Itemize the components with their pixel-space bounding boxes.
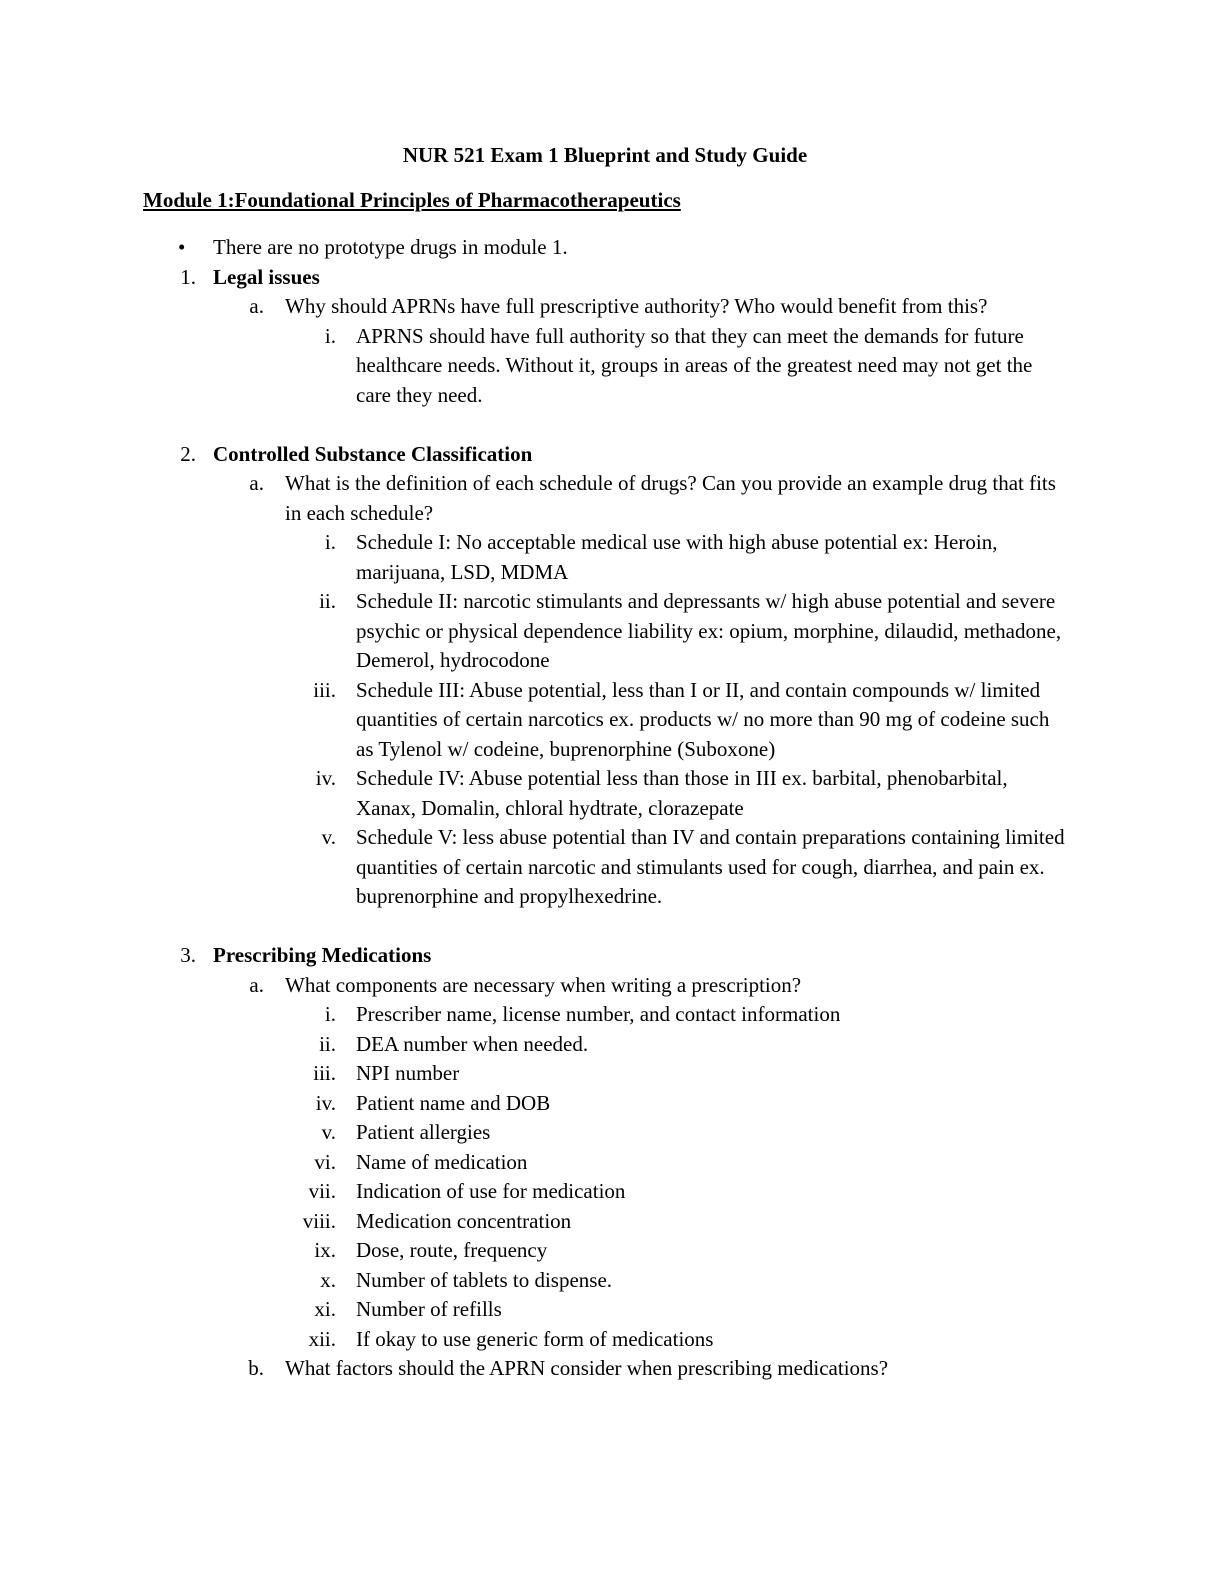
answer-item <box>321 1118 1066 1148</box>
list-marker: iii. <box>313 1061 336 1085</box>
answer-item-text: Schedule II: narcotic stimulants and depressants w/ high abuse potential and severe psychic or physical dependence liability ex: opium, morphine, dilaudid, methadone, Demerol, hydrocodone <box>356 589 1062 672</box>
answer-item <box>308 1325 1066 1355</box>
list-marker: iv. <box>315 766 336 790</box>
list-marker: 1. <box>180 264 196 289</box>
question-item-text: What components are necessary when writing a prescription? <box>285 972 802 997</box>
list-marker: 2. <box>180 441 196 466</box>
answer-item-text: Patient allergies <box>356 1120 491 1144</box>
answer-item <box>308 1177 1066 1207</box>
answer-item <box>314 1148 1066 1178</box>
document-title: NUR 521 Exam 1 Blueprint and Study Guide <box>402 143 808 167</box>
answer-item-text: Schedule III: Abuse potential, less than I or II, and contain compounds w/ limited quantities of certain narcotics ex. products w/ no more than 90 mg of codeine such as Tylenol w/ codeine, buprenorphine (Suboxone) <box>356 677 1050 761</box>
answer-item-text: Number of tablets to dispense. <box>356 1267 613 1292</box>
section-heading-text: Prescribing Medications <box>213 943 432 967</box>
answer-item-text: Prescriber name, license number, and contact information <box>356 1002 841 1026</box>
answer-item <box>313 676 1066 765</box>
list-marker: xii. <box>308 1326 336 1351</box>
answer-item-text: Medication concentration <box>356 1208 572 1233</box>
answer-item-text: Dose, route, frequency <box>356 1238 548 1262</box>
section-heading <box>180 941 1063 971</box>
list-marker: vi. <box>314 1149 336 1174</box>
bullet-text: There are no prototype drugs in module 1. <box>213 235 568 259</box>
bullet-marker: • <box>178 235 186 259</box>
list-marker: ii. <box>319 589 336 613</box>
answer-item-text: Name of medication <box>356 1149 528 1174</box>
question-item <box>249 971 1063 1001</box>
answer-item <box>313 1059 1066 1089</box>
section-heading <box>180 440 1063 470</box>
answer-item <box>324 322 1066 411</box>
list-marker: i. <box>324 323 336 348</box>
answer-item-text: Indication of use for medication <box>356 1179 626 1203</box>
module-heading: Module 1:Foundational Principles of Pharmacotherapeutics <box>143 188 681 212</box>
list-marker: b. <box>248 1356 264 1380</box>
section-heading-text: Controlled Substance Classification <box>213 441 533 466</box>
answer-item-text: Schedule IV: Abuse potential less than those in III ex. barbital, phenobarbital, Xanax, Domalin, chloral hydtrate, clorazepate <box>356 766 1008 820</box>
answer-item <box>319 587 1066 676</box>
answer-item-text: APRNS should have full authority so that they can meet the demands for future healthcare needs. Without it, groups in areas of the greatest need may not get the care they need. <box>356 323 1033 407</box>
answer-item-text: Patient name and DOB <box>356 1090 551 1115</box>
answer-item <box>320 1266 1066 1296</box>
answer-item <box>319 1030 1066 1060</box>
question-item <box>249 469 1063 528</box>
list-marker: vii. <box>308 1179 336 1203</box>
question-item <box>248 1354 1063 1384</box>
answer-item-text: Schedule I: No acceptable medical use with high abuse potential ex: Heroin, marijuana, LSD, MDMA <box>356 530 998 584</box>
answer-item <box>314 1236 1066 1266</box>
answer-item-text: If okay to use generic form of medications <box>356 1326 714 1351</box>
question-item-text: What factors should the APRN consider when prescribing medications? <box>285 1356 889 1380</box>
list-marker: 3. <box>180 943 196 967</box>
section-heading-text: Legal issues <box>213 264 320 289</box>
list-marker: ix. <box>314 1238 336 1262</box>
list-marker: ii. <box>319 1031 336 1056</box>
bullet-item <box>178 233 1063 263</box>
answer-item-text: DEA number when needed. <box>356 1031 589 1056</box>
question-item <box>249 292 1063 322</box>
spacer <box>0 912 1224 942</box>
list-marker: v. <box>321 825 336 849</box>
list-marker: v. <box>321 1120 336 1144</box>
answer-item <box>302 1207 1066 1237</box>
answer-item <box>315 764 1066 823</box>
list-marker: x. <box>320 1267 336 1292</box>
study-guide-list <box>0 233 1224 1384</box>
answer-item <box>321 823 1066 912</box>
list-marker: a. <box>249 294 264 318</box>
list-marker: iii. <box>313 677 336 702</box>
list-marker: i. <box>324 530 336 554</box>
answer-item <box>324 1000 1066 1030</box>
list-marker: viii. <box>302 1208 336 1233</box>
list-marker: iv. <box>315 1090 336 1115</box>
list-marker: a. <box>249 471 264 495</box>
answer-item <box>315 1089 1066 1119</box>
answer-item-text: Schedule V: less abuse potential than IV and contain preparations containing limited quantities of certain narcotic and stimulants used for cough, diarrhea, and pain ex. buprenorphine and propylhexedrine. <box>356 825 1065 908</box>
answer-item-text: Number of refills <box>356 1297 502 1321</box>
answer-item <box>314 1295 1066 1325</box>
answer-item <box>324 528 1066 587</box>
question-item-text: What is the definition of each schedule of drugs? Can you provide an example drug that fits in each schedule? <box>285 471 1056 525</box>
list-marker: xi. <box>314 1297 336 1321</box>
section-heading <box>180 263 1063 293</box>
spacer <box>0 410 1224 440</box>
question-item-text: Why should APRNs have full prescriptive authority? Who would benefit from this? <box>285 294 988 318</box>
list-marker: i. <box>324 1002 336 1026</box>
answer-item-text: NPI number <box>356 1061 460 1085</box>
list-marker: a. <box>249 972 264 997</box>
